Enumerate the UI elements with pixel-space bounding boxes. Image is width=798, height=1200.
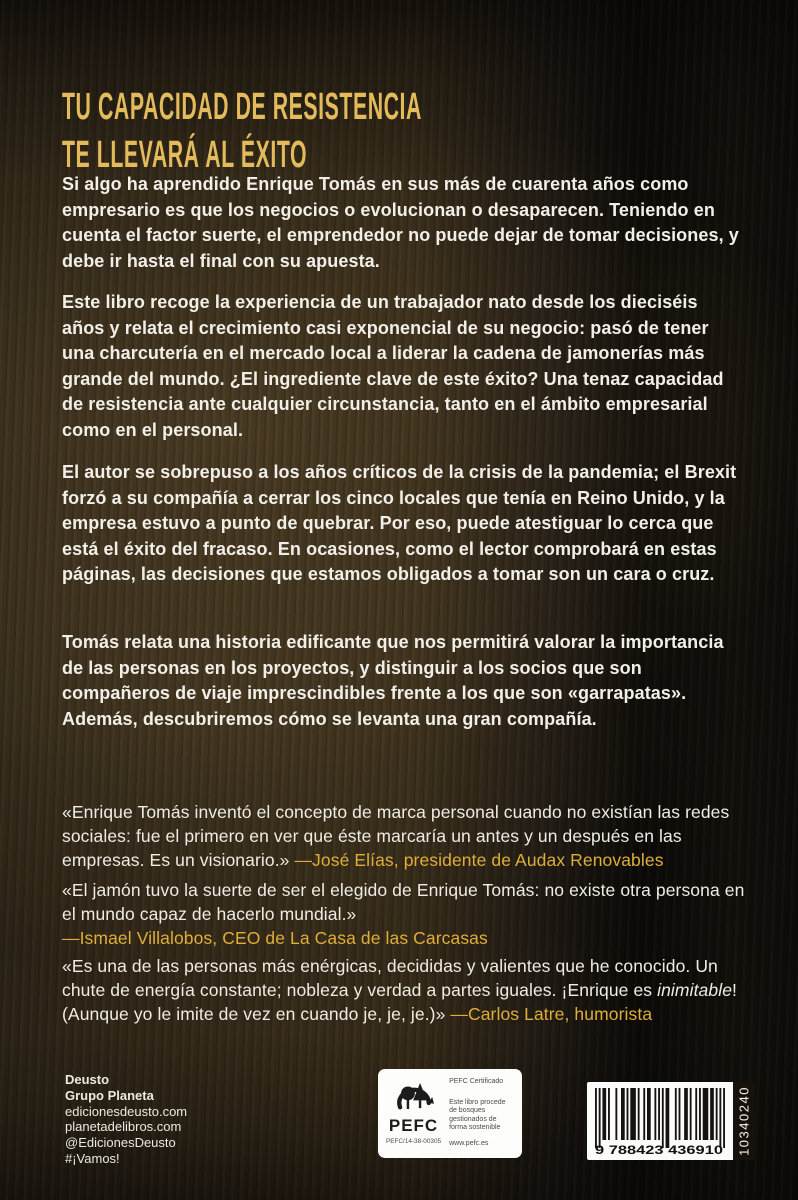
quote-2-attribution: —Ismael Villalobos, CEO de La Casa de las Carcasas — [62, 928, 488, 948]
barcode-block — [587, 1082, 755, 1160]
headline-line-1: TU CAPACIDAD DE RESISTENCIA — [62, 86, 422, 129]
pefc-certification-label — [378, 1069, 522, 1158]
pefc-text-column — [441, 1076, 515, 1152]
pefc-wordmark: PEFC — [388, 1116, 439, 1135]
barcode-digits: 9 788423 436910 — [595, 1143, 724, 1156]
publisher-url-deusto: edicionesdeusto.com — [65, 1103, 188, 1119]
quote-1-text: «Enrique Tomás inventó el concepto de marca personal cuando no existían las redes sociales: fue el primero en ver que éste marcaría un antes y un después en las empresas. Es un visionario.» — [62, 802, 730, 870]
publisher-imprint: Deusto — [65, 1072, 110, 1087]
publisher-social-handle: @EdicionesDeusto — [65, 1135, 176, 1151]
headline-line-2: TE LLEVARÁ AL ÉXITO — [62, 134, 308, 177]
quote-2 — [62, 878, 754, 950]
barcode-side-strip — [733, 1082, 755, 1160]
quote-2-text: «El jamón tuvo la suerte de ser el elegido de Enrique Tomás: no existe otra persona en el mundo capaz de hacerlo mundial.» — [62, 880, 745, 924]
pefc-logo-icon — [388, 1076, 440, 1116]
quote-3-italic: inimitable — [657, 980, 733, 1000]
publisher-url-planeta: planetadelibros.com — [65, 1119, 182, 1135]
quote-3 — [62, 954, 754, 1026]
pefc-license-number: PEFC/14-38-00305 — [386, 1138, 442, 1145]
headline — [62, 83, 422, 179]
publisher-group: Grupo Planeta — [65, 1087, 154, 1103]
pefc-logo-column — [386, 1076, 441, 1152]
ean-barcode — [587, 1082, 733, 1160]
publisher-block — [65, 1072, 187, 1167]
paragraph-2: Este libro recoge la experiencia de un trabajador nato desde los dieciséis años y relata el crecimiento casi exponencial de su negocio: pasó de tener una charcutería en el mercado local a liderar la cadena de jamonerías más grande del mundo. ¿El ingrediente clave de este éxito? Una tenaz capacidad de resistencia ante cualquier circunstancia, tanto en el ámbito empresarial como en el personal. — [62, 292, 724, 440]
quote-3-text-end: ! (Aunque yo le imite de vez en cuando je, je, je.)» — [62, 980, 738, 1024]
pefc-description: Este libro procede de bosques gestionados de forma sostenible — [449, 1098, 506, 1132]
paragraph-3: El autor se sobrepuso a los años críticos de la crisis de la pandemia; el Brexit forzó a su compañía a cerrar los cinco locales que tenía en Reino Unido, y la empresa estuvo a punto de quebrar. Por eso, puede atestiguar lo cerca que está el éxito del fracaso. En ocasiones, como el lector comprobará en estas páginas, las decisiones que estamos obligados a tomar son un cara o cruz. — [62, 462, 737, 584]
barcode-side-code: 10340240 — [736, 1086, 752, 1156]
pefc-certified-label: PEFC Certificado — [449, 1078, 504, 1085]
barcode-bars — [593, 1088, 727, 1156]
paragraph-1: Si algo ha aprendido Enrique Tomás en sus más de cuarenta años como empresario es que los negocios o evolucionan o desaparecen. Teniendo en cuenta el factor suerte, el emprendedor no puede dejar de tomar decisiones, y debe ir hasta el final con su apuesta. — [62, 174, 739, 271]
quote-3-text: «Es una de las personas más enérgicas, decididas y valientes que he conocido. Un chute de energía constante; nobleza y verdad a partes iguales. ¡Enrique es — [62, 956, 718, 1000]
quote-3-attribution: —Carlos Latre, humorista — [450, 1004, 653, 1024]
paragraph-4: Tomás relata una historia edificante que nos permitirá valorar la importancia de las personas en los proyectos, y distinguir a los socios que son compañeros de viaje imprescindibles frente a los que son «garrapatas». Además, descubriremos cómo se levanta una gran compañía. — [62, 632, 724, 729]
publisher-hashtag: #¡Vamos! — [65, 1150, 120, 1166]
quote-1-attribution: —José Elías, presidente de Audax Renovables — [294, 850, 664, 870]
quote-1 — [62, 800, 754, 872]
pefc-url: www.pefc.es — [449, 1140, 489, 1148]
